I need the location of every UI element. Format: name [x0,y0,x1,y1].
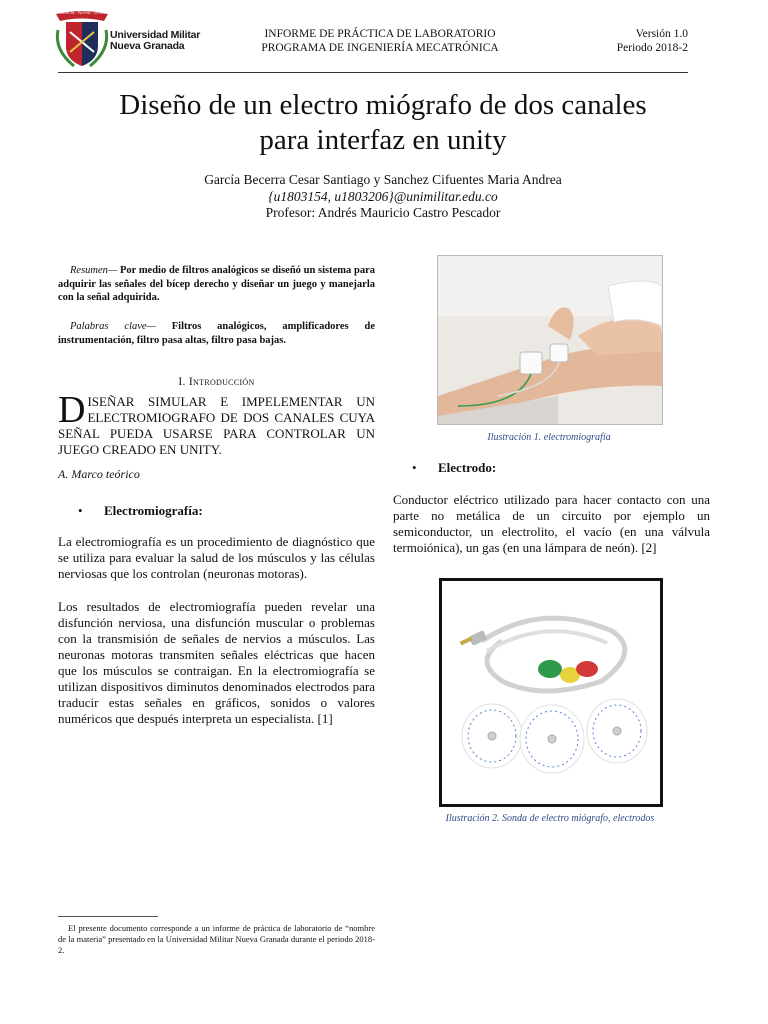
keywords-text: Filtros analógicos, amplificadores de instrumentación, filtro pasa altas, filtro pasa bajas. [58,321,375,346]
bullet-icon: • [412,460,417,475]
author-block [58,172,708,222]
header-right [617,27,688,55]
bullet-emg-label: Electromiografía: [104,503,203,518]
keywords-label: Palabras clave— [70,321,156,332]
bullet-emg [78,503,203,519]
keywords [58,320,375,347]
university-line2: Nueva Granada [110,40,185,52]
version: Versión 1.0 [635,28,688,40]
bullet-electrode [412,460,496,476]
title-line1: Diseño de un electro miógrafo de dos canales [119,89,647,121]
figure2-caption: Ilustración 2. Sonda de electro miógrafo, electrodos [445,813,655,824]
figure1-caption: Ilustración 1. electromiografía [487,432,611,443]
header-divider [58,72,688,73]
paragraph-electrode: Conductor eléctrico utilizado para hacer contacto con una parte no metálica de un circuito por ejemplo un semiconductor, un electrolito, el vacío (en una válvula termoiónica), un gas (en una lámpara de neón). [2] [393,492,710,555]
university-line1: Universidad Militar [110,29,201,41]
subsection-heading: A. Marco teórico [58,467,140,481]
abstract-label: Resumen— [70,265,118,276]
paper-title [58,88,708,158]
intro-paragraph [58,389,375,458]
footnote-rule [58,916,158,917]
header-center [230,27,530,55]
bullet-icon: • [78,503,83,518]
section-title: Introducción [188,376,255,388]
logo-banner: CIENCIA · PATRIA · CIENCIA [59,11,109,15]
title-line2: para interfaz en unity [259,124,507,156]
authors: García Becerra Cesar Santiago y Sanchez Cifuentes Maria Andrea [204,172,562,187]
figure-electrode-probe [439,578,663,807]
emg-photo-icon [438,256,662,424]
section-heading [58,376,375,388]
dropcap: D [58,389,86,431]
intro-text: ISEÑAR SIMULAR E IMPELEMENTAR UN ELECTROMIOGRAFO DE DOS CANALES CUYA SEÑAL PUEDA USARSE PARA CONTROLAR UN JUEGO CREADO EN UNITY. [58,394,375,457]
section-number: I. [178,376,186,388]
figure-emg-photo [437,255,663,425]
paragraph-emg-1: La electromiografía es un procedimiento de diagnóstico que se utiliza para evaluar la salud de los músculos y las células nerviosas que los controlan (neuronas motoras). [58,534,375,581]
period: Periodo 2018-2 [616,42,688,54]
university-name [110,30,200,52]
footnote: El presente documento corresponde a un informe de práctica de laboratorio de “nombre de la materia” presentado en la Universidad Militar Nueva Granada durante el periodo 2018-2. [58,923,375,955]
doc-type: INFORME DE PRÁCTICA DE LABORATORIO [264,28,496,40]
paragraph-emg-2: Los resultados de electromiografía pueden revelar una disfunción nerviosa, una disfunción muscular o problemas con la transmisión de señales de nervios a músculos. Las neuronas motoras transmiten señales eléctricas que hacen que los músculos se contraigan. En la electromiografía se utilizan dispositivos diminutos denominados electrodos para traducir estas señales en gráficos, sonidos o valores numéricos que después interpreta un especialista. [1] [58,599,375,726]
electrode-probe-icon [442,581,660,804]
professor: Profesor: Andrés Mauricio Castro Pescador [265,205,501,220]
abstract [58,264,375,305]
crest-icon [52,10,112,70]
emails: {u1803154, u1803206}@unimilitar.edu.co [268,188,498,204]
abstract-text: Por medio de filtros analógicos se diseñó un sistema para adquirir las señales del bícep derecho y diseñar un juego y manejarla con la señal adquirida. [58,265,375,303]
program-name: PROGRAMA DE INGENIERÍA MECATRÓNICA [261,42,499,54]
bullet-electrode-label: Electrodo: [438,460,497,475]
